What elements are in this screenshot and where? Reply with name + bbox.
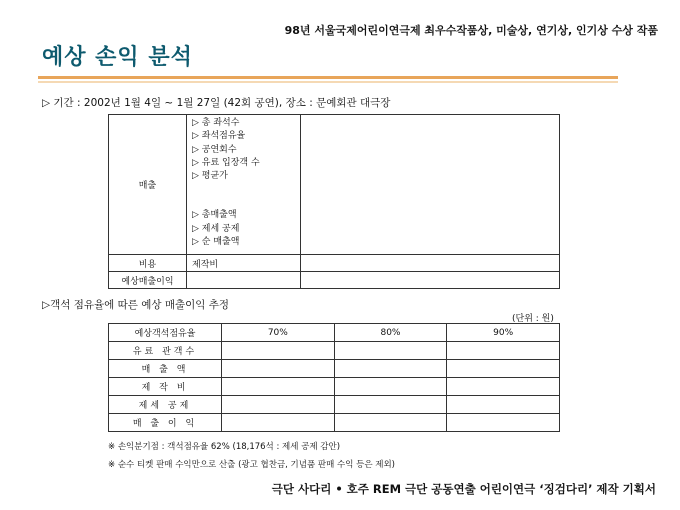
revenue-item: ▷ 총 좌석수 — [192, 118, 240, 128]
header-80: 80% — [334, 324, 447, 342]
header-70: 70% — [222, 324, 335, 342]
table-row — [109, 414, 560, 432]
header-occupancy: 예상객석점유율 — [109, 324, 222, 342]
table-row — [109, 396, 560, 414]
footer-title: 극단 사다리 • 호주 REM 극단 공동연출 어린이연극 ‘징검다리’ 제작 기획서 — [271, 482, 656, 496]
table-cell — [222, 396, 335, 414]
table-cell — [334, 342, 447, 360]
table-cell — [447, 378, 560, 396]
title-divider — [38, 76, 618, 79]
revenue-item: ▷ 좌석점유율 — [192, 131, 246, 142]
occupancy-estimate-table — [108, 323, 560, 432]
table-cell — [447, 396, 560, 414]
revenue-item: ▷ 순 매출액 — [192, 237, 240, 248]
table-cell — [447, 342, 560, 360]
cost-label: 비용 — [109, 255, 187, 272]
table-cell — [447, 414, 560, 432]
revenue-item: ▷ 유료 입장객 수 — [192, 157, 260, 168]
table-row — [109, 378, 560, 396]
table-cell — [334, 396, 447, 414]
footnotes — [108, 438, 395, 474]
revenue-item: ▷ 공연회수 — [192, 144, 237, 155]
profit-analysis-table — [108, 114, 560, 289]
row-label: 유료 관객수 — [109, 342, 222, 360]
row-label: 매 출 액 — [109, 360, 222, 378]
revenue-item: ▷ 제세 공제 — [192, 223, 240, 234]
table-row — [109, 342, 560, 360]
profit-label: 예상매출이익 — [109, 272, 187, 289]
section2-heading: ▷객석 점유율에 따른 예상 매출이익 추정 — [42, 299, 230, 311]
profit-item-cell — [187, 272, 301, 289]
table-cell — [222, 378, 335, 396]
revenue-label: 매출 — [109, 115, 187, 255]
revenue-item: ▷ 평균가 — [192, 171, 228, 182]
header-90: 90% — [447, 324, 560, 342]
table-cell — [222, 342, 335, 360]
note-ticket-only: ※ 순수 티켓 판매 수익만으로 산출 (광고 협찬금, 기념품 판매 수익 등은 제외) — [108, 460, 396, 470]
revenue-items — [187, 115, 301, 255]
profit-value-cell — [301, 272, 560, 289]
page-title: 예상 손익 분석 — [42, 45, 193, 70]
table-row — [109, 360, 560, 378]
row-label: 제세 공제 — [109, 396, 222, 414]
table-cell — [334, 414, 447, 432]
revenue-value-cell — [301, 115, 560, 255]
unit-label: (단위 : 원) — [512, 314, 554, 324]
period-venue-info: ▷ 기간 : 2002년 1월 4일 ~ 1월 27일 (42회 공연), 장소 : 문예회관 대극장 — [42, 97, 391, 109]
award-caption: 98년 서울국제어린이연극제 최우수작품상, 미술상, 연기상, 인기상 수상 작품 — [284, 24, 658, 37]
row-label: 제 작 비 — [109, 378, 222, 396]
cost-item: 제작비 — [187, 255, 301, 272]
table-cell — [447, 360, 560, 378]
table-cell — [334, 378, 447, 396]
table-cell — [222, 414, 335, 432]
table-cell — [334, 360, 447, 378]
row-label: 매 출 이 익 — [109, 414, 222, 432]
revenue-item: ▷ 총매출액 — [192, 210, 237, 221]
title-divider-light — [38, 81, 618, 83]
note-break-even: ※ 손익분기점 : 객석점유율 62% (18,176석 : 제세 공제 감안) — [108, 442, 341, 452]
table-cell — [222, 360, 335, 378]
cost-value-cell — [301, 255, 560, 272]
